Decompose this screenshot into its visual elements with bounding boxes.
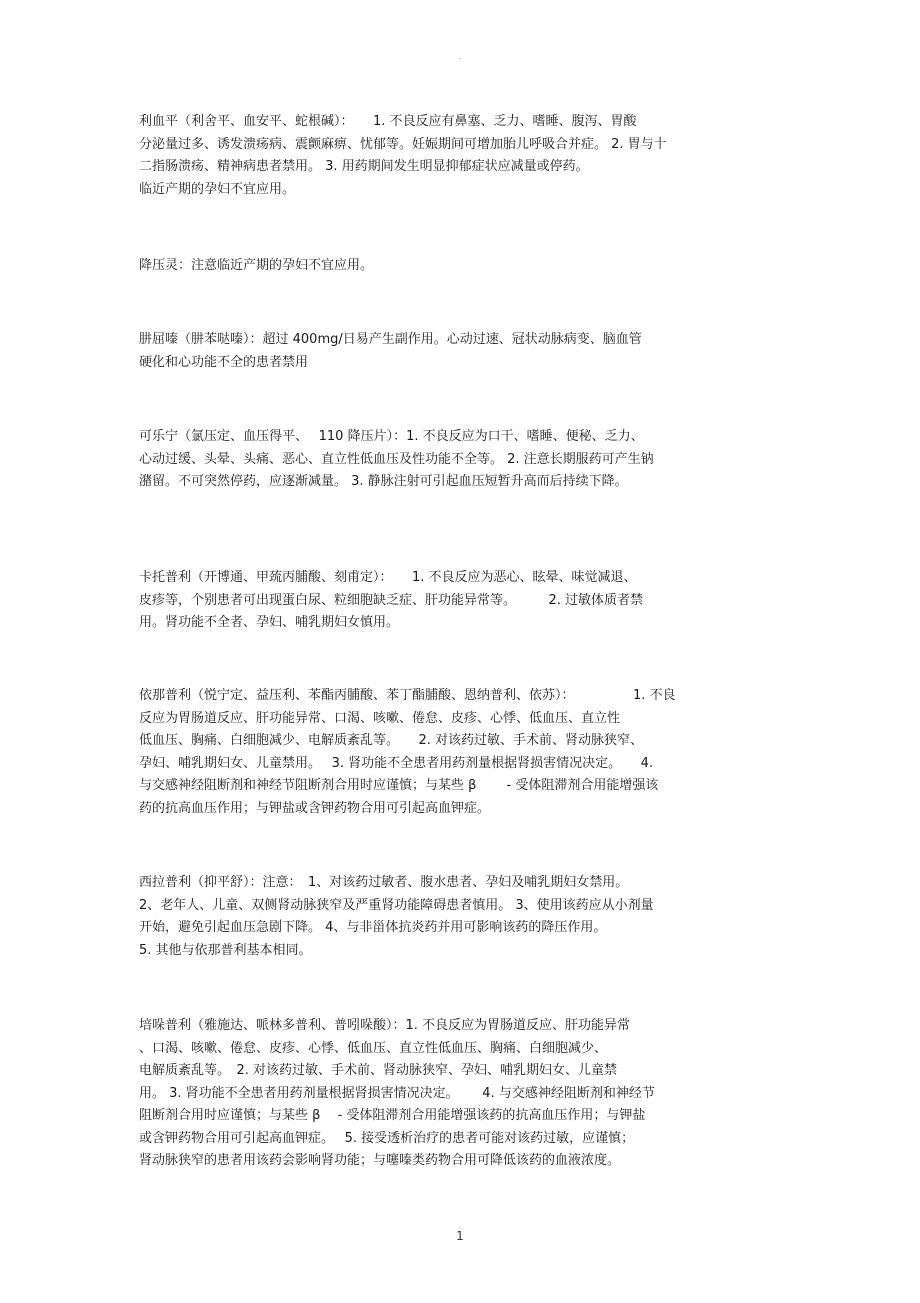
text-line: 潴留。不可突然停药，应逐渐减量。 3. 静脉注射可引起血压短暂升高而后持续下降。	[139, 474, 628, 489]
page-number: 1	[456, 1229, 464, 1243]
text-line: 用。肾功能不全者、孕妇、哺乳期妇女慎用。	[139, 615, 400, 630]
text-line: 西拉普利（抑平舒）：注意： 1、对该药过敏者、腹水患者、孕妇及哺乳期妇女禁用。	[139, 875, 629, 890]
text-line: 肾动脉狭窄的患者用该药会影响肾功能；与噻嗪类药物合用可降低该药的血液浓度。	[139, 1153, 621, 1168]
text-line: 、口渴、咳嗽、倦怠、皮疹、心悸、低血压、直立性低血压、胸痛、白细胞减少、	[139, 1040, 608, 1056]
text-line: 二指肠溃疡、精神病患者禁用。 3. 用药期间发生明显抑郁症状应减量或停药。	[139, 159, 589, 174]
text-line: 孕妇、哺乳期妇女、儿童禁用。 3. 肾功能不全患者用药剂量根据肾损害情况决定。 4.	[139, 755, 654, 771]
text-line: 可乐宁（氯压定、血压得平、 110 降压片）：1. 不良反应为口干、嗜睡、便秘、乏力、	[139, 429, 644, 444]
text-line: 与交感神经阻断剂和神经节阻断剂合用时应谨慎；与某些 β - 受体阻滞剂合用能增强该	[139, 778, 659, 793]
footer-mark: .	[458, 1222, 462, 1230]
text-line: 硬化和心功能不全的患者禁用	[139, 354, 309, 370]
text-line: 卡托普利（开博通、甲巯丙脯酸、刻甫定）： 1. 不良反应为恶心、眩晕、味觉减退、	[139, 570, 637, 585]
text-line: 培哚普利（雅施达、哌林多普利、普吲哚酸）：1. 不良反应为胃肠道反应、肝功能异常	[139, 1018, 631, 1033]
drug-entry-perindopril	[139, 1015, 779, 1173]
drug-entry-clonidine	[139, 426, 779, 494]
text-line: 肼屈嗪（肼苯哒嗪）：超过 400mg/日易产生副作用。心动过速、冠状动脉病变、脑血管	[139, 332, 642, 347]
text-line: 临近产期的孕妇不宜应用。	[139, 181, 296, 197]
header-mark: .	[458, 52, 462, 62]
text-line: 用。 3. 肾功能不全患者用药剂量根据肾损害情况决定。 4. 与交感神经阻断剂和神经节	[139, 1085, 655, 1101]
drug-entry-hydralazine	[139, 329, 779, 374]
drug-entry-captopril	[139, 567, 779, 635]
text-line: 2、老年人、儿童、双侧肾动脉狭窄及严重肾功能障碍患者慎用。 3、使用该药应从小剂量	[139, 897, 654, 913]
text-line: 依那普利（悦宁定、益压利、苯酯丙脯酸、苯丁酯脯酸、恩纳普利、依苏）： 1. 不良	[139, 688, 676, 703]
text-line: 电解质紊乱等。 2. 对该药过敏、手术前、肾动脉狭窄、孕妇、哺乳期妇女、儿童禁	[139, 1063, 618, 1078]
drug-entry-cilazapril	[139, 872, 779, 962]
text-line: 利血平（利舍平、血安平、蛇根碱）： 1. 不良反应有鼻塞、乏力、嗜睡、腹泻、胃酸	[139, 114, 637, 129]
drug-entry-reserpine	[139, 111, 779, 201]
text-line: 降压灵：注意临近产期的孕妇不宜应用。	[139, 258, 374, 273]
drug-entry-jiangyaling	[139, 255, 779, 278]
text-line: 分泌量过多、诱发溃疡病、震颤麻痹、忧郁等。妊娠期间可增加胎儿呼吸合并症。 2. 胃与十	[139, 136, 667, 152]
text-line: 心动过缓、头晕、头痛、恶心、直立性低血压及性功能不全等。 2. 注意长期服药可产生钠	[139, 451, 654, 467]
text-line: 低血压、胸痛、白细胞减少、电解质紊乱等。 2. 对该药过敏、手术前、肾动脉狭窄、	[139, 733, 644, 748]
text-line: 阻断剂合用时应谨慎；与某些 β - 受体阻滞剂合用能增强该药的抗高血压作用；与钾盐	[139, 1108, 646, 1123]
text-line: 或含钾药物合用可引起高血钾症。 5. 接受透析治疗的患者可能对该药过敏，应谨慎；	[139, 1130, 635, 1146]
text-line: 开始，避免引起血压急剧下降。 4、与非甾体抗炎药并用可影响该药的降压作用。	[139, 920, 607, 935]
text-line: 5. 其他与依那普利基本相同。	[139, 942, 312, 958]
text-line: 反应为胃肠道反应、肝功能异常、口渴、咳嗽、倦怠、皮疹、心悸、低血压、直立性	[139, 710, 621, 726]
text-line: 药的抗高血压作用；与钾盐或含钾药物合用可引起高血钾症。	[139, 800, 491, 816]
text-line: 皮疹等，个别患者可出现蛋白尿、粒细胞缺乏症、肝功能异常等。 2. 过敏体质者禁	[139, 592, 644, 608]
drug-entry-enalapril	[139, 685, 779, 820]
